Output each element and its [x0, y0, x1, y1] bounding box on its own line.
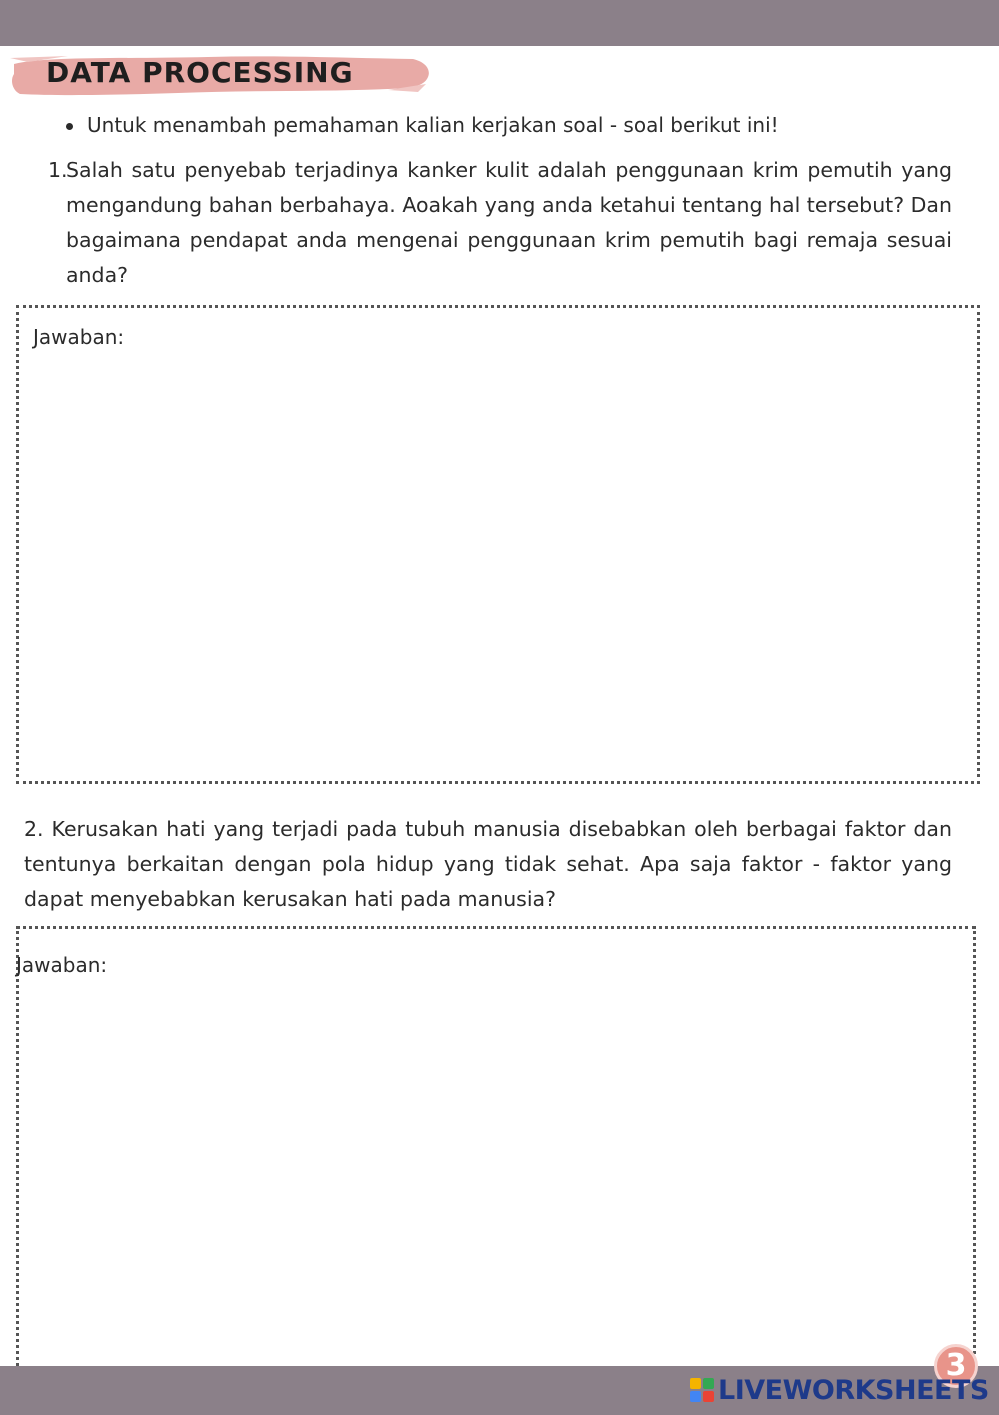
question-2: [24, 812, 952, 917]
bullet-icon: [66, 123, 73, 130]
answer-label-2: Jawaban:: [16, 953, 108, 977]
intro-text: Untuk menambah pemahaman kalian kerjakan soal - soal berikut ini!: [87, 113, 779, 137]
intro-instruction: [66, 110, 946, 140]
top-bar: [0, 0, 999, 46]
answer-box-2[interactable]: [16, 926, 976, 1366]
page-number-badge: 3: [934, 1344, 978, 1388]
answer-label-1: Jawaban:: [33, 325, 125, 349]
question-1-number: 1.: [48, 158, 68, 182]
liveworksheets-brand: [690, 1374, 990, 1408]
title-banner: [8, 50, 433, 100]
question-2-number: 2.: [24, 817, 44, 841]
brand-text: LIVEWORKSHEETS: [718, 1375, 989, 1406]
liveworksheets-logo-icon: [690, 1378, 714, 1402]
question-1-text: Salah satu penyebab terjadinya kanker kulit adalah penggunaan krim pemutih yang mengandung bahan berbahaya. Aoakah yang anda ketahui tentang hal tersebut? Dan bagaimana pendapat anda mengenai penggunaan krim pemutih bagi remaja sesuai anda?: [66, 158, 952, 287]
answer-box-1[interactable]: [16, 305, 980, 784]
page-title: DATA PROCESSING: [46, 56, 354, 89]
question-2-text: Kerusakan hati yang terjadi pada tubuh manusia disebabkan oleh berbagai faktor dan tentunya berkaitan dengan pola hidup yang tidak sehat. Apa saja faktor - faktor yang dapat menyebabkan kerusakan hati pada manusia?: [24, 817, 952, 911]
question-1: [48, 153, 952, 293]
